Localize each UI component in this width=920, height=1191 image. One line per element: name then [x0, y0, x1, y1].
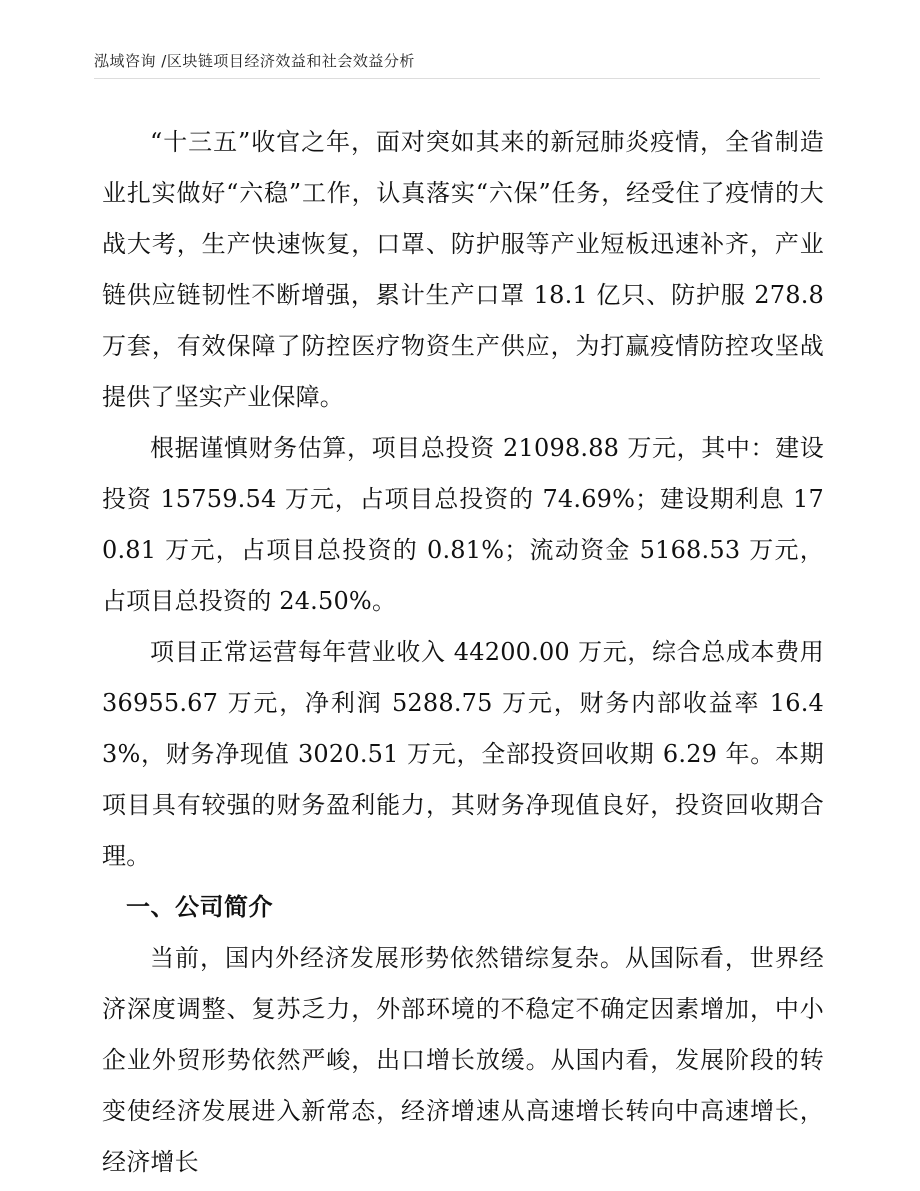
paragraph-manufacturing: “十三五”收官之年，面对突如其来的新冠肺炎疫情，全省制造业扎实做好“六稳”工作，认真落实“六保”任务，经受住了疫情的大战大考，生产快速恢复，口罩、防护服等产业短板迅速补齐，产业链供应链韧性不断增强，累计生产口罩 18.1 亿只、防护服 278.8 万套，有效保障了防控医疗物资生产供应，为打赢疫情防控攻坚战提供了坚实产业保障。: [102, 128, 824, 411]
paragraph-company-intro: 当前，国内外经济发展形势依然错综复杂。从国际看，世界经济深度调整、复苏乏力，外部环境的不稳定不确定因素增加，中小企业外贸形势依然严峻，出口增长放缓。从国内看，发展阶段的转变使经济发展进入新常态，经济增速从高速增长转向中高速增长，经济增长: [102, 944, 824, 1176]
header-divider: [94, 78, 820, 79]
document-body: [102, 117, 824, 1188]
section-heading: 一、公司简介: [126, 893, 273, 921]
paragraph-revenue: 项目正常运营每年营业收入 44200.00 万元，综合总成本费用 36955.67 万元，净利润 5288.75 万元，财务内部收益率 16.43%，财务净现值 3020.51 万元，全部投资回收期 6.29 年。本期项目具有较强的财务盈利能力，其财务净现值良好，投资回收期合理。: [102, 638, 824, 870]
page-header: 泓域咨询 /区块链项目经济效益和社会效益分析: [94, 52, 415, 70]
paragraph-investment: 根据谨慎财务估算，项目总投资 21098.88 万元，其中：建设投资 15759.54 万元，占项目总投资的 74.69%；建设期利息 170.81 万元，占项目总投资的 0.81%；流动资金 5168.53 万元，占项目总投资的 24.50%。: [102, 434, 824, 615]
